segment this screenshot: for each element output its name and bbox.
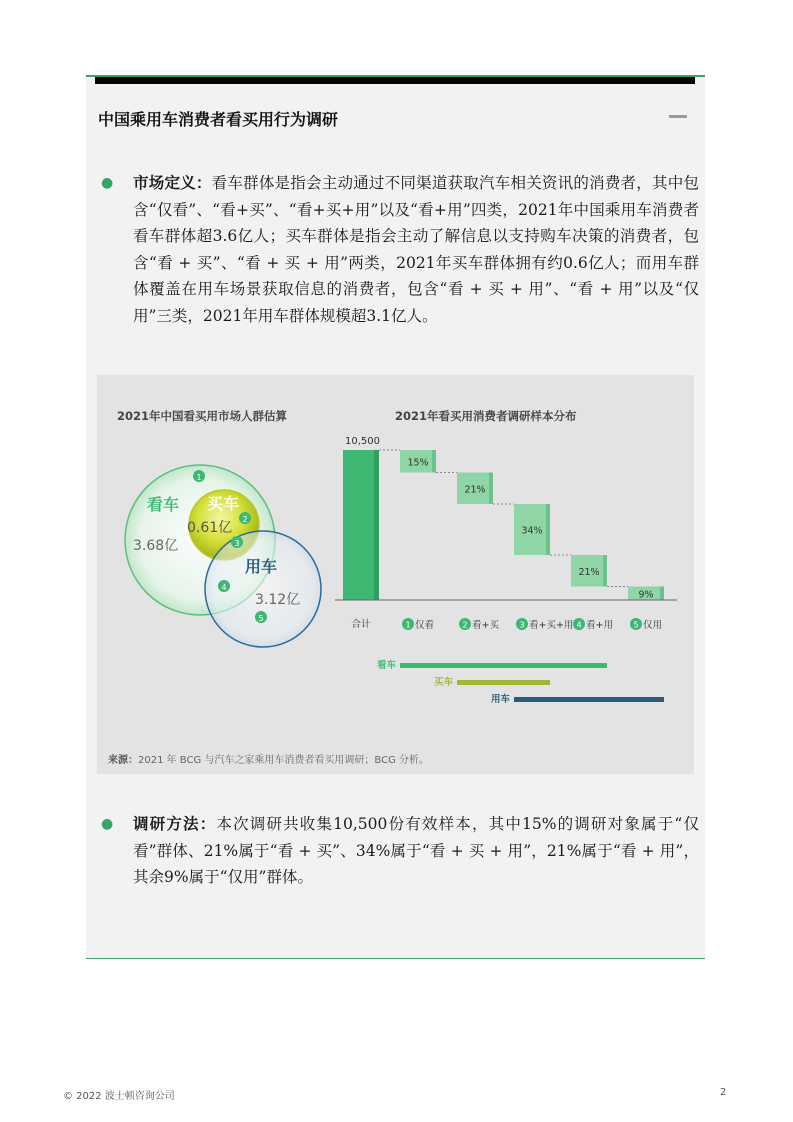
category-marker-number: 2 (462, 620, 468, 630)
step-value-label: 34% (521, 525, 543, 537)
venn-diagram (97, 430, 347, 650)
bullet-icon: ● (101, 816, 114, 832)
collapse-button[interactable] (669, 115, 687, 118)
x-tick-label: 仅用 (643, 620, 663, 631)
venn-title: 2021年中国看买用市场人群估算 (117, 409, 288, 423)
panel-top-bar (95, 77, 695, 84)
venn-marker-2 (239, 512, 251, 524)
footer-copyright: © 2022 波士顿咨询公司 (63, 1091, 175, 1102)
x-tick-label: 仅看 (415, 620, 435, 631)
look-label: 看车 (147, 495, 180, 514)
svg-text:2: 2 (242, 515, 248, 524)
venn-marker-5 (255, 611, 267, 623)
x-tick-label: 看+买 (472, 620, 499, 631)
total-value-label: 10,500 (345, 436, 380, 447)
x-tick-label: 看+买+用 (529, 620, 574, 631)
page-number: 2 (720, 1087, 727, 1098)
step-bar-edge (489, 473, 493, 505)
step-value-label: 21% (578, 566, 600, 578)
buy-label: 买车 (207, 494, 240, 513)
range-bar-look (400, 663, 607, 668)
range-bar-look-label: 看车 (376, 660, 396, 671)
figure-source (108, 751, 429, 766)
svg-text:5: 5 (258, 614, 264, 623)
buy-value: 0.61亿 (187, 520, 233, 536)
look-value: 3.68亿 (133, 538, 179, 554)
waterfall-title: 2021年看买用消费者调研样本分布 (395, 409, 577, 423)
total-bar-edge (374, 450, 379, 600)
research-method-paragraph (133, 811, 699, 891)
category-marker-number: 1 (405, 620, 411, 630)
step-bar-edge (660, 587, 664, 601)
svg-text:3: 3 (234, 539, 240, 548)
market-definition-label: 市场定义： (133, 173, 212, 192)
use-value: 3.12亿 (255, 592, 301, 608)
venn-marker-4 (218, 580, 230, 592)
range-bar-use-label: 用车 (490, 694, 510, 705)
source-text: 2021 年 BCG 与汽车之家乘用车消费者看买用调研；BCG 分析。 (138, 755, 429, 766)
panel-title: 中国乘用车消费者看买用行为调研 (98, 110, 339, 129)
category-marker-number: 3 (519, 620, 525, 630)
step-value-label: 9% (638, 589, 654, 601)
market-definition-paragraph (133, 170, 699, 329)
svg-text:4: 4 (221, 583, 227, 592)
use-label: 用车 (245, 557, 278, 576)
range-bar-buy-label: 买车 (433, 677, 453, 688)
venn-marker-1 (193, 470, 205, 482)
market-definition-text: 看车群体是指会主动通过不同渠道获取汽车相关资讯的消费者，其中包含“仅看”、“看+买”、“看+买+用”以及“看+用”四类，2021年中国乘用车消费者看车群体超3.6亿人；买车群体是指会主动了解信息以支持购车决策的消费者，包含“看 + 买”、“看 + 买 + 用”两类，2021年买车群体拥有约0.6亿人；而用车群体覆盖在用车场景获取信息的消费者，包含“看 + 买 + 用”、“看 + 用”以及“仅用”三类，2021年用车群体规模超3.1亿人。 (133, 174, 699, 325)
waterfall-chart (335, 428, 690, 718)
research-method-text: 本次调研共收集10,500份有效样本，其中15%的调研对象属于“仅看”群体、21%属于“看 + 买”、34%属于“看 + 买 + 用”，21%属于“看 + 用”，其余9%属于“仅用”群体。 (133, 815, 699, 886)
step-bar-edge (546, 504, 550, 555)
bullet-icon: ● (101, 175, 114, 191)
step-bar-edge (432, 450, 436, 473)
research-method-label: 调研方法： (133, 814, 217, 833)
x-tick-label: 看+用 (586, 620, 613, 631)
step-value-label: 15% (407, 457, 429, 469)
source-label: 来源： (108, 755, 138, 766)
x-tick-label: 合计 (351, 619, 371, 630)
total-bar (343, 450, 379, 600)
range-bar-use (514, 697, 664, 702)
step-value-label: 21% (464, 484, 486, 496)
range-bar-buy (457, 680, 550, 685)
venn-marker-3 (231, 536, 243, 548)
category-marker-number: 5 (633, 620, 639, 630)
svg-text:1: 1 (196, 473, 202, 482)
step-bar-edge (603, 555, 607, 587)
category-marker-number: 4 (576, 620, 582, 630)
